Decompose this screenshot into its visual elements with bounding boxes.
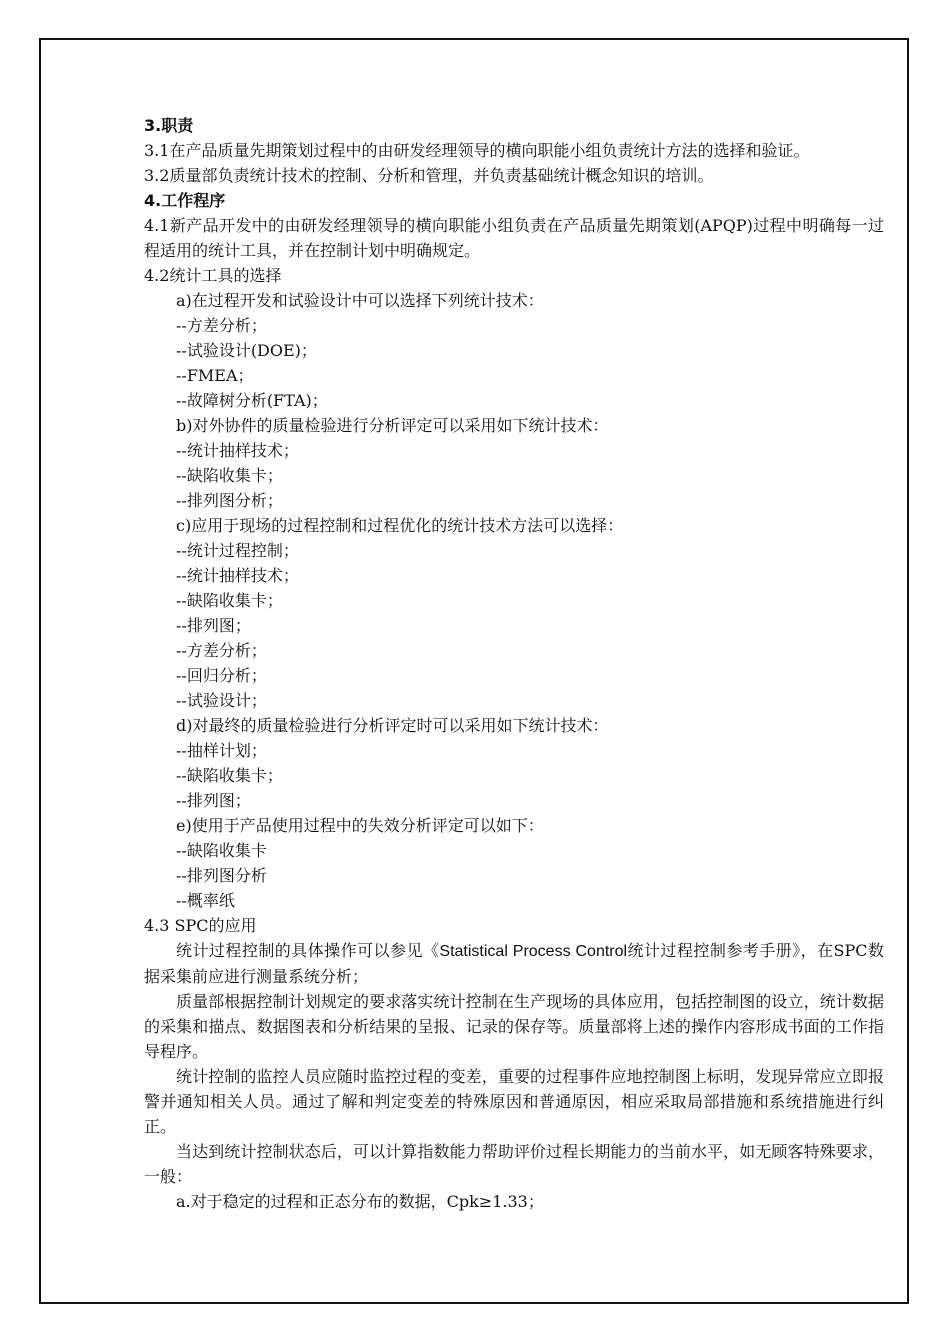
section-4-1-paragraph: 4.1新产品开发中的由研发经理领导的横向职能小组负责在产品质量先期策划(APQP)过程中明确每一过程适用的统计工具，并在控制计划中明确规定。 [144, 216, 884, 260]
list-item: --概率纸 [176, 891, 235, 910]
list-d-title: d)对最终的质量检验进行分析评定时可以采用如下统计技术： [176, 716, 609, 735]
list-item: --排列图分析 [176, 866, 267, 885]
spc-paragraph-1-post: 统计过程控制参考手册》，在SPC数据采集前应进行测量系统分析； [144, 941, 884, 986]
spc-item-a: a.对于稳定的过程和正态分布的数据，Cpk≥1.33； [176, 1192, 544, 1211]
section-4-2-title: 4.2统计工具的选择 [144, 266, 282, 285]
list-item: --统计抽样技术； [176, 566, 299, 585]
list-item: --方差分析； [176, 641, 267, 660]
list-item: --抽样计划； [176, 741, 267, 760]
document-body [144, 113, 884, 1214]
spc-paragraph-4: 当达到统计控制状态后，可以计算指数能力帮助评价过程长期能力的当前水平，如无顾客特殊要求，一般： [144, 1142, 884, 1186]
list-item: --试验设计(DOE)； [176, 341, 317, 360]
list-item: --故障树分析(FTA)； [176, 391, 328, 410]
spc-paragraph-2: 质量部根据控制计划规定的要求落实统计控制在生产现场的具体应用，包括控制图的设立，统计数据的采集和描点、数据图表和分析结果的呈报、记录的保存等。质量部将上述的操作内容形成书面的工作指导程序。 [144, 992, 884, 1061]
list-item: --FMEA； [176, 366, 254, 385]
list-item: --排列图； [176, 616, 251, 635]
list-item: --缺陷收集卡 [176, 841, 267, 860]
section-3-heading: 3.职责 [144, 116, 194, 135]
list-a-title: a)在过程开发和试验设计中可以选择下列统计技术： [176, 291, 544, 310]
section-4-3-title: 4.3 SPC的应用 [144, 916, 257, 935]
spc-paragraph-3: 统计控制的监控人员应随时监控过程的变差，重要的过程事件应地控制图上标明，发现异常应立即报警并通知相关人员。通过了解和判定变差的特殊原因和普通原因，相应采取局部措施和系统措施进行纠正。 [144, 1067, 884, 1136]
list-item: --试验设计； [176, 691, 267, 710]
list-item: --排列图分析； [176, 491, 283, 510]
list-c-title: c)应用于现场的过程控制和过程优化的统计技术方法可以选择： [176, 516, 624, 535]
list-item: --排列图； [176, 791, 251, 810]
section-4-heading: 4.工作程序 [144, 191, 226, 210]
spc-paragraph-1 [144, 938, 884, 989]
spc-manual-english-title: Statistical Process Control [439, 943, 628, 960]
list-item: --缺陷收集卡； [176, 466, 283, 485]
spc-paragraph-1-pre: 统计过程控制的具体操作可以参见《 [176, 941, 440, 960]
list-item: --统计过程控制； [176, 541, 299, 560]
list-item: --缺陷收集卡； [176, 591, 283, 610]
section-3-1-paragraph: 3.1在产品质量先期策划过程中的由研发经理领导的横向职能小组负责统计方法的选择和验证。 [144, 141, 810, 160]
list-b-title: b)对外协件的质量检验进行分析评定可以采用如下统计技术： [176, 416, 609, 435]
list-item: --方差分析； [176, 316, 267, 335]
list-e-title: e)使用于产品使用过程中的失效分析评定可以如下： [176, 816, 544, 835]
list-item: --统计抽样技术； [176, 441, 299, 460]
section-3-2-paragraph: 3.2质量部负责统计技术的控制、分析和管理，并负责基础统计概念知识的培训。 [144, 166, 714, 185]
list-item: --缺陷收集卡； [176, 766, 283, 785]
list-item: --回归分析； [176, 666, 267, 685]
